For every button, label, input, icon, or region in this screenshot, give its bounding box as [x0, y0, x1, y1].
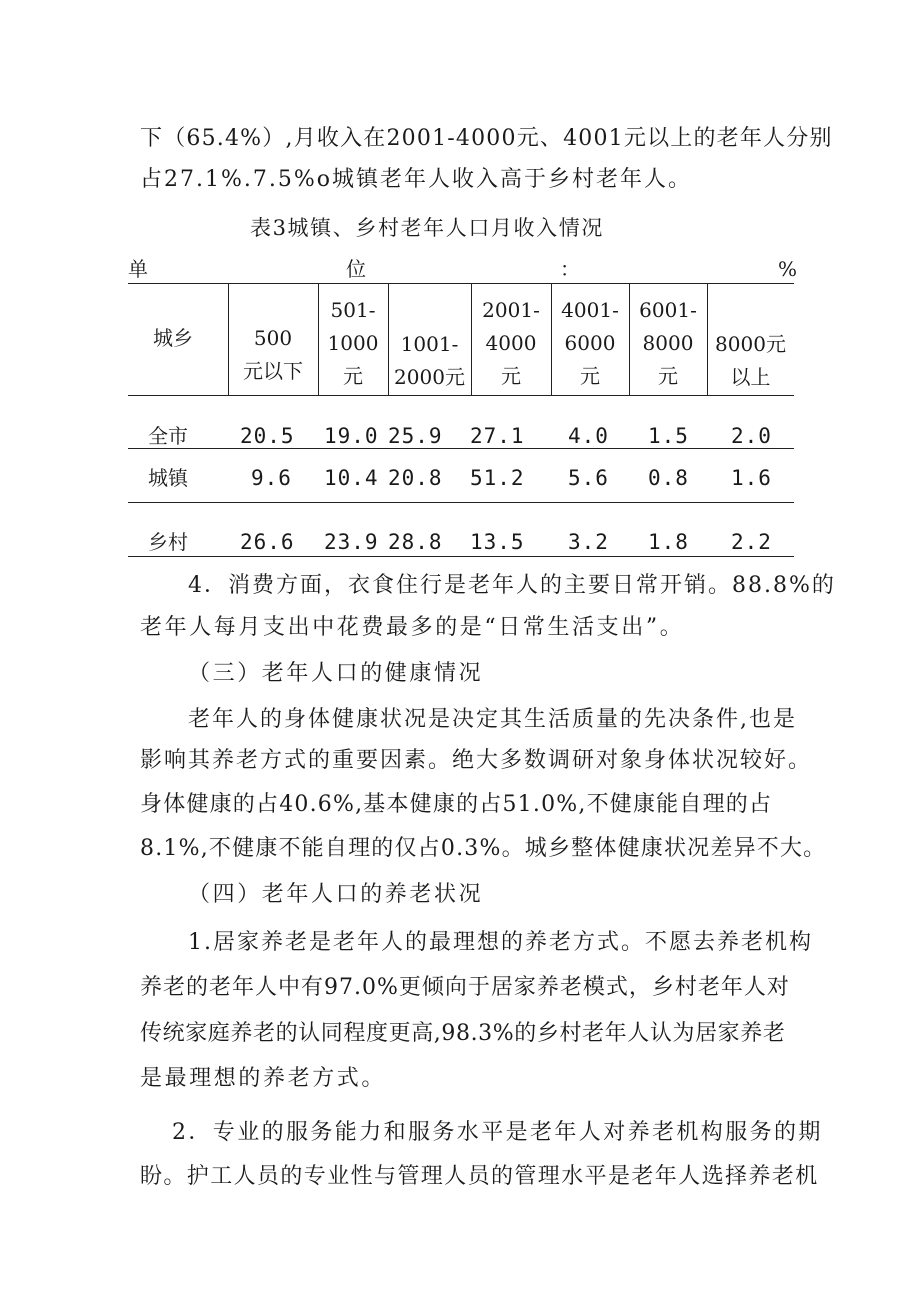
paragraph-line: 盼。护工人员的专业性与管理人员的管理水平是老年人选择养老机 — [140, 1164, 819, 1189]
paragraph-line: 2．专业的服务能力和服务水平是老年人对养老机构服务的期 — [172, 1120, 823, 1145]
table-cell: 9.6 — [251, 466, 292, 490]
row-label-urban: 城镇 — [148, 466, 188, 490]
paragraph-line: 身体健康的占40.6%,基本健康的占51.0%,不健康能自理的占 — [140, 792, 773, 817]
table-cell: 26.6 — [240, 530, 295, 554]
header-text: 元 — [580, 364, 600, 388]
paragraph-line: 8.1%,不健康不能自理的仅占0.3%。城乡整体健康状况差异不大。 — [140, 836, 827, 861]
header-cell-region: 城乡 — [153, 326, 193, 350]
header-cell-6001-8000 — [629, 294, 707, 393]
row-label-rural: 乡村 — [148, 530, 188, 554]
paragraph-line: 传统家庭养老的认同程度更高,98.3%的乡村老年人认为居家养老 — [140, 1021, 786, 1046]
table-cell: 19.0 — [324, 424, 379, 448]
table-cell: 25.9 — [388, 424, 443, 448]
table-cell: 20.5 — [240, 424, 295, 448]
paragraph-line: 是最理想的养老方式。 — [140, 1066, 387, 1091]
paragraph-line: 1.居家养老是老年人的最理想的养老方式。不愿去养老机构 — [188, 930, 813, 955]
table-cell: 27.1 — [470, 424, 525, 448]
header-text: 4000 — [485, 331, 537, 355]
table-caption: 表3城镇、乡村老年人口月收入情况 — [250, 216, 604, 240]
paragraph-line: 4．消费方面，衣食住行是老年人的主要日常开销。88.8%的 — [188, 573, 836, 598]
header-text: 6001- — [639, 298, 697, 322]
table-cell: 0.8 — [648, 466, 689, 490]
table-cell: 2.0 — [731, 424, 772, 448]
header-cell-8000-plus — [707, 328, 794, 394]
header-cell-1001-2000 — [388, 328, 471, 394]
table-cell: 51.2 — [470, 466, 525, 490]
header-cell-4001-6000 — [551, 294, 629, 393]
table-cell: 1.8 — [648, 530, 689, 554]
table-unit-row — [128, 256, 798, 282]
table-cell: 13.5 — [470, 530, 525, 554]
income-table — [128, 283, 794, 557]
unit-label-part: % — [778, 257, 798, 281]
table-cell: 1.5 — [648, 424, 689, 448]
paragraph-line: 占27.1%.7.5%o城镇老年人收入高于乡村老年人。 — [140, 167, 693, 192]
paragraph-line: 老年人的身体健康状况是决定其生活质量的先决条件,也是 — [188, 707, 797, 732]
header-text: 500 — [253, 326, 293, 350]
row-label-city: 全市 — [148, 424, 188, 448]
header-text: 以上 — [730, 365, 771, 389]
table-cell: 4.0 — [568, 424, 609, 448]
header-text: 501- — [330, 298, 376, 322]
section-heading: （三）老年人口的健康情况 — [188, 661, 484, 686]
section-heading: （四）老年人口的养老状况 — [188, 882, 484, 907]
header-cell-501-1000 — [318, 294, 388, 393]
header-text: 1001- — [400, 332, 459, 356]
header-text: 4001- — [561, 298, 619, 322]
header-text: 2000元 — [394, 365, 465, 389]
unit-label-part: 位 — [346, 257, 366, 281]
unit-label-part: ： — [560, 257, 580, 281]
table-cell: 2.2 — [731, 530, 772, 554]
paragraph-line: 养老的老年人中有97.0%更倾向于居家养老模式，乡村老年人对 — [140, 975, 790, 1000]
paragraph-line: 影响其养老方式的重要因素。绝大多数调研对象身体状况较好。 — [140, 748, 813, 773]
header-text: 1000 — [327, 331, 379, 355]
header-cell-500 — [228, 322, 318, 388]
unit-label-part: 单 — [128, 257, 148, 281]
header-text: 元 — [343, 364, 363, 388]
table-rule — [128, 502, 794, 503]
header-text: 元 — [501, 364, 521, 388]
table-rule — [128, 448, 794, 449]
header-text: 元以下 — [243, 359, 303, 383]
header-text: 8000元 — [715, 332, 786, 356]
table-rule — [128, 395, 794, 396]
header-text: 元 — [658, 364, 678, 388]
header-text: 2001- — [482, 298, 540, 322]
table-cell: 10.4 — [324, 466, 379, 490]
paragraph-line: 下（65.4%）,月收入在2001-4000元、4001元以上的老年人分别 — [140, 126, 833, 151]
table-cell: 5.6 — [568, 466, 609, 490]
header-text: 6000 — [564, 331, 616, 355]
table-cell: 3.2 — [568, 530, 609, 554]
header-text: 8000 — [642, 331, 694, 355]
table-cell: 28.8 — [388, 530, 443, 554]
header-cell-2001-4000 — [471, 294, 551, 393]
table-cell: 1.6 — [731, 466, 772, 490]
table-cell: 23.9 — [324, 530, 379, 554]
table-cell: 20.8 — [388, 466, 443, 490]
paragraph-line: 老年人每月支出中花费最多的是“日常生活支出”。 — [140, 615, 685, 640]
